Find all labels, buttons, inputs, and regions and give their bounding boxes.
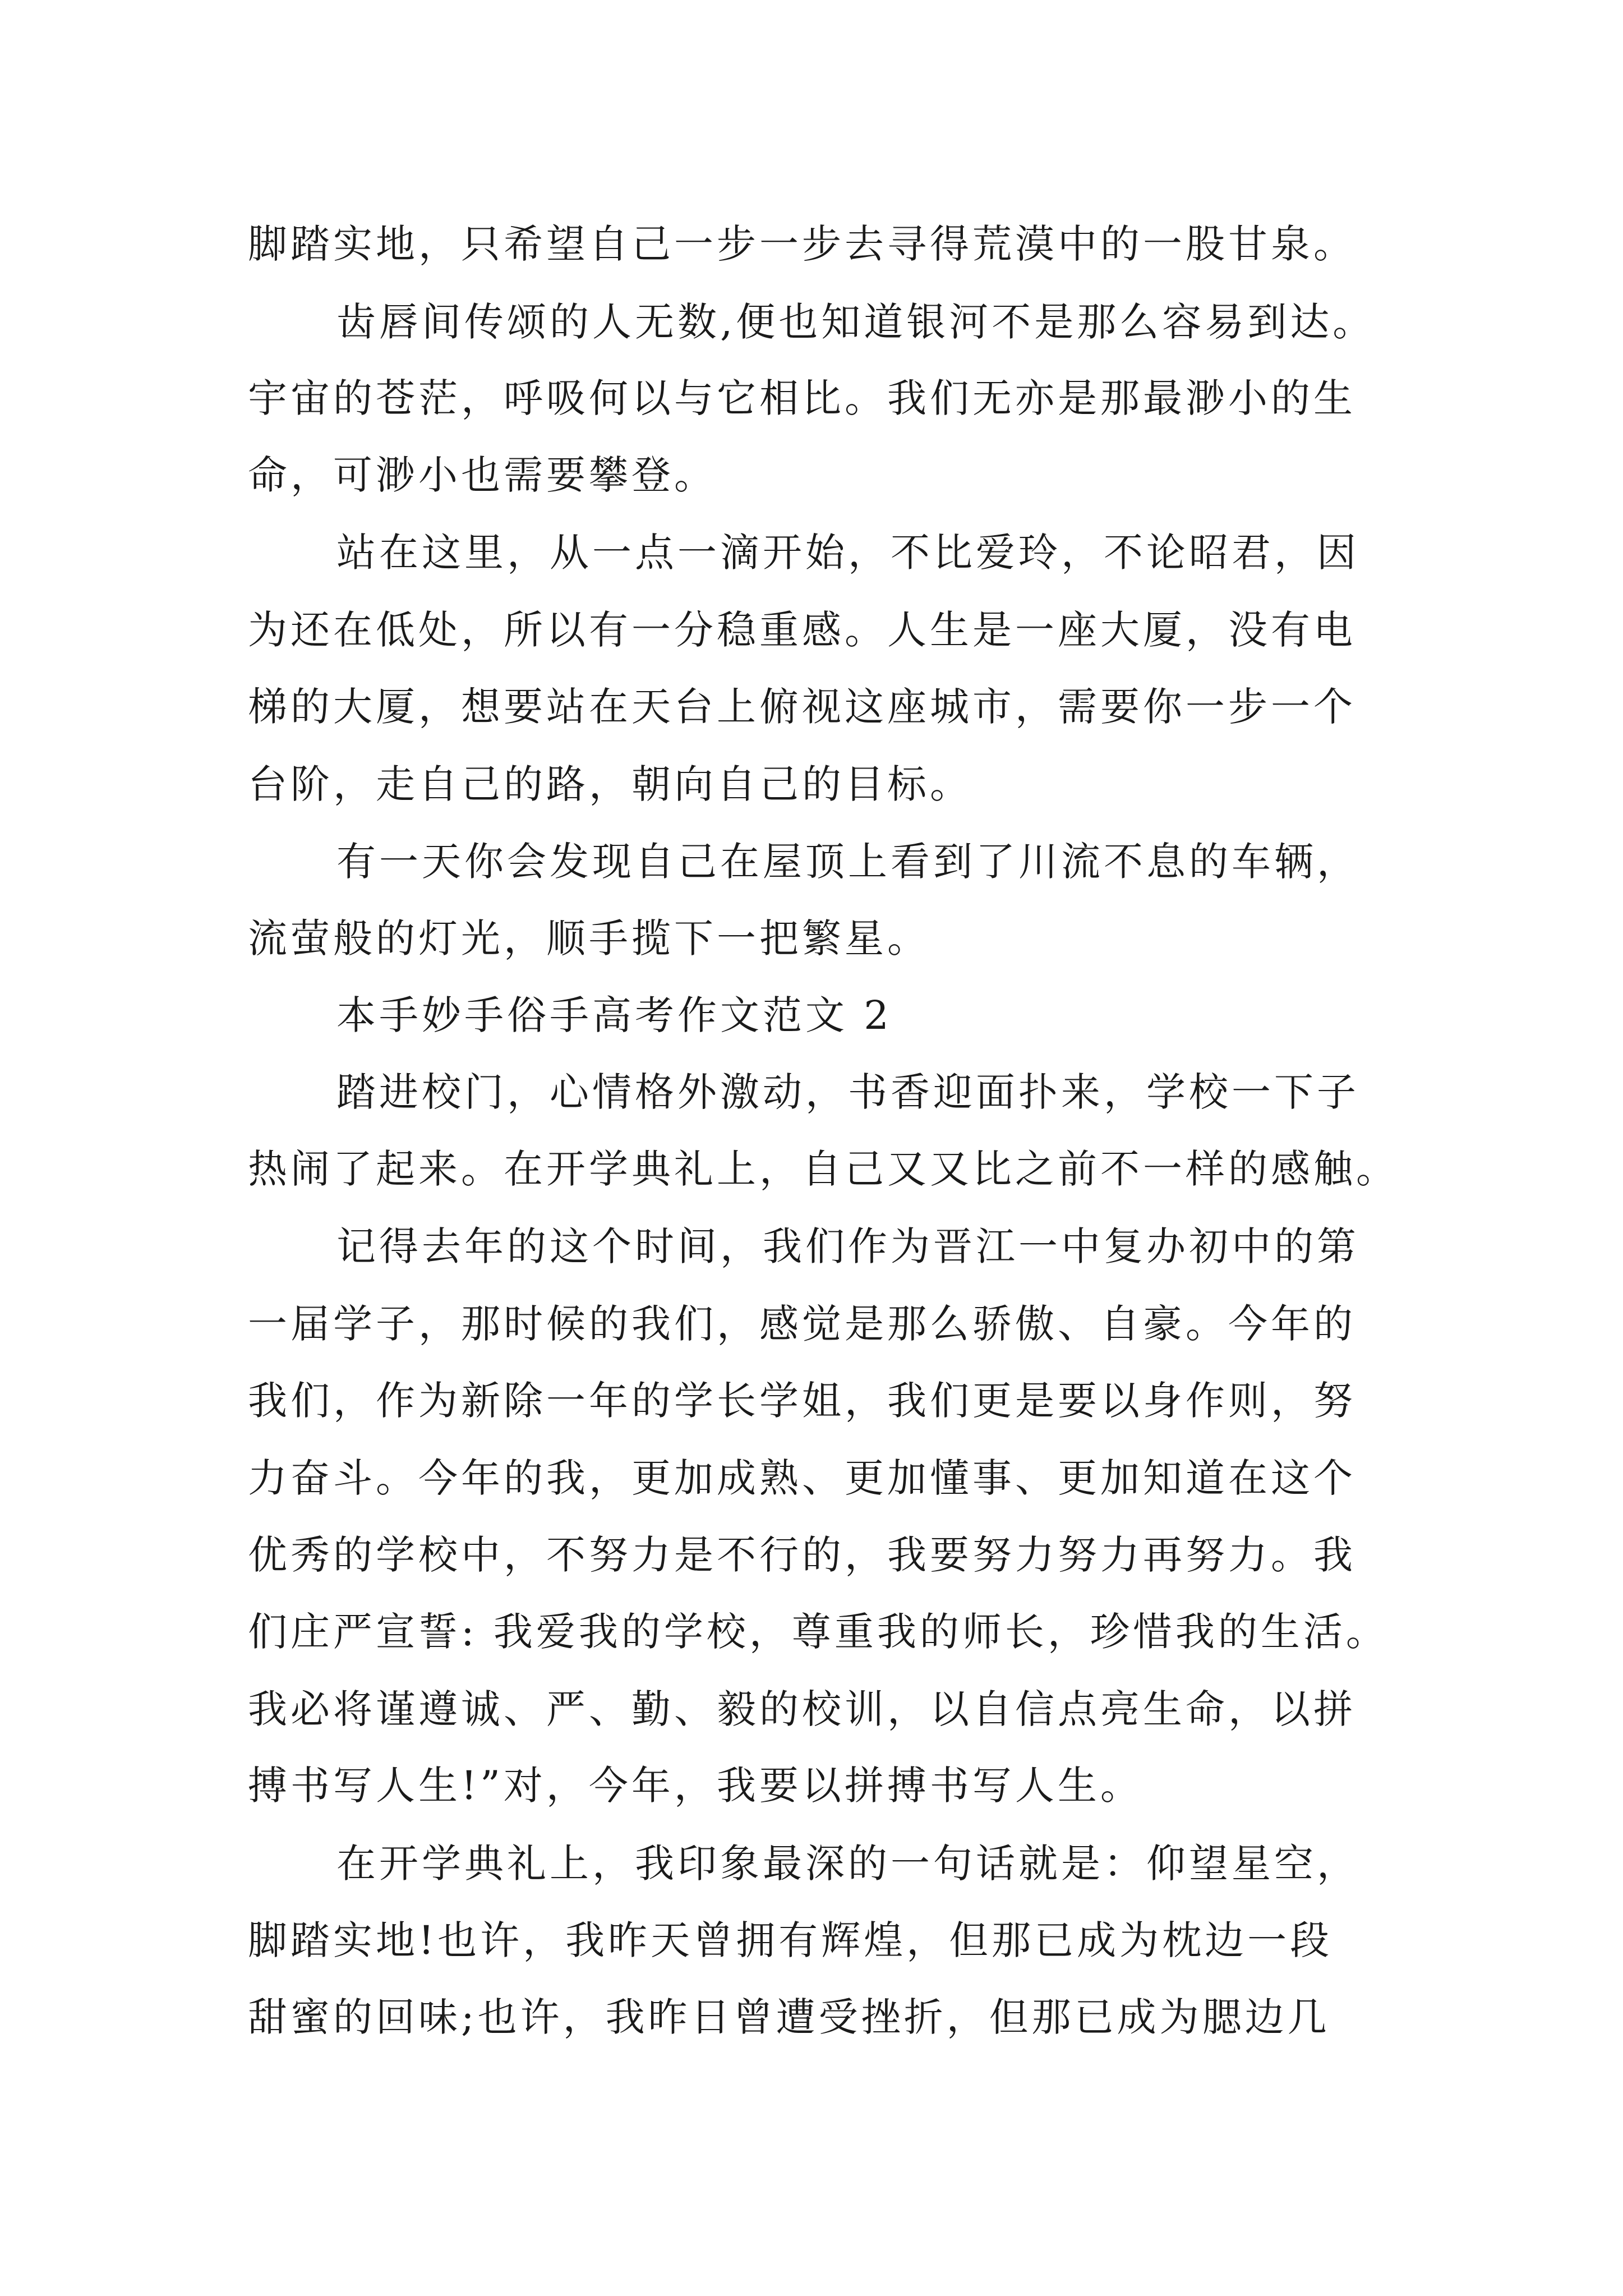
text-line: 甜蜜的回味;也许，我昨日曾遭受挫折，但那已成为腮边几 bbox=[248, 1994, 1330, 2040]
text-line: 宇宙的苍茫，呼吸何以与它相比。我们无亦是那最渺小的生 bbox=[248, 375, 1356, 421]
section-heading: 本手妙手俗手高考作文范文 2 bbox=[336, 992, 892, 1038]
text-line: 我必将谨遵诚、严、勤、毅的校训，以自信点亮生命，以拼 bbox=[248, 1686, 1356, 1732]
text-line: 命，可渺小也需要攀登。 bbox=[248, 452, 717, 498]
text-line: 优秀的学校中，不努力是不行的，我要努力努力再努力。我 bbox=[248, 1532, 1356, 1578]
text-line: 力奋斗。今年的我，更加成熟、更加懂事、更加知道在这个 bbox=[248, 1455, 1356, 1501]
text-line: 脚踏实地，只希望自己一步一步去寻得荒漠中的一股甘泉。 bbox=[248, 221, 1356, 267]
text-line: 脚踏实地!也许，我昨天曾拥有辉煌，但那已成为枕边一段 bbox=[248, 1917, 1333, 1963]
text-line: 齿唇间传颂的人无数,便也知道银河不是那么容易到达。 bbox=[336, 299, 1376, 345]
text-line: 站在这里，从一点一滴开始，不比爱玲，不论昭君，因 bbox=[336, 530, 1359, 576]
text-line: 为还在低处，所以有一分稳重感。人生是一座大厦，没有电 bbox=[248, 607, 1356, 653]
text-line: 流萤般的灯光，顺手揽下一把繁星。 bbox=[248, 915, 930, 961]
text-line: 热闹了起来。在开学典礼上，自己又又比之前不一样的感触。 bbox=[248, 1146, 1399, 1192]
text-line: 台阶，走自己的路，朝向自己的目标。 bbox=[248, 761, 972, 807]
text-line: 踏进校门，心情格外激动，书香迎面扑来，学校一下子 bbox=[336, 1069, 1359, 1115]
text-line: 我们，作为新除一年的学长学姐，我们更是要以身作则，努 bbox=[248, 1378, 1356, 1424]
text-line: 记得去年的这个时间，我们作为晋江一中复办初中的第 bbox=[336, 1223, 1359, 1269]
text-line: 梯的大厦，想要站在天台上俯视这座城市，需要你一步一个 bbox=[248, 684, 1356, 730]
text-line: 们庄严宣誓: 我爱我的学校，尊重我的师长，珍惜我的生活。 bbox=[248, 1609, 1389, 1655]
text-line: 有一天你会发现自己在屋顶上看到了川流不息的车辆， bbox=[336, 839, 1359, 885]
text-line: 搏书写人生!”对，今年，我要以拼搏书写人生。 bbox=[248, 1763, 1143, 1809]
text-line: 在开学典礼上，我印象最深的一句话就是：仰望星空， bbox=[336, 1841, 1359, 1887]
text-line: 一届学子，那时候的我们，感觉是那么骄傲、自豪。今年的 bbox=[248, 1301, 1356, 1347]
